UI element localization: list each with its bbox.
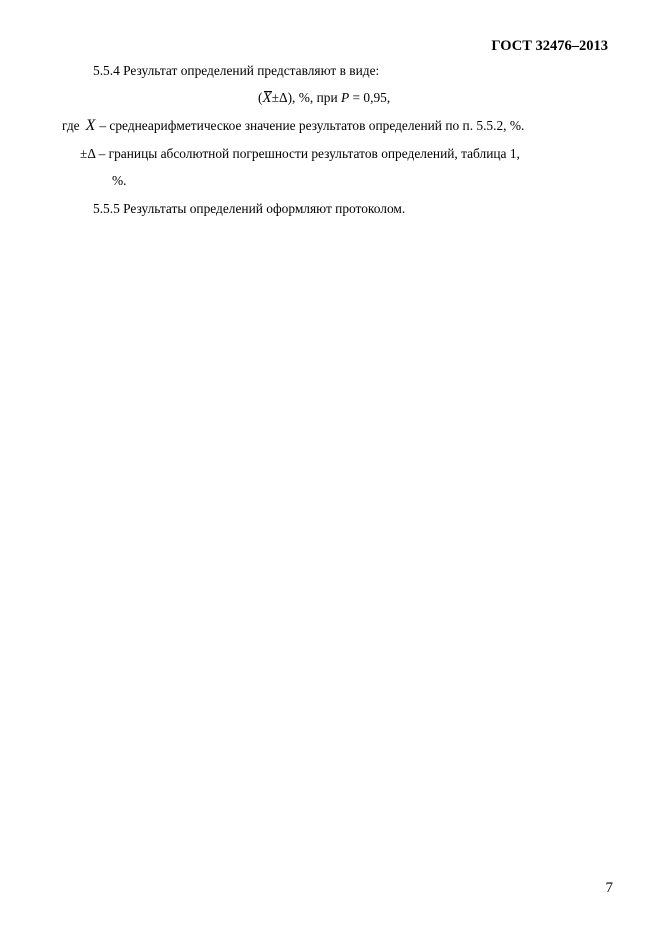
paragraph-5-5-4: 5.5.4 Результат определений представляют в виде: [93,63,380,78]
formula-x-mean-symbol: X [262,90,272,106]
where-x-text: – среднеарифметическое значение результатов определений по п. 5.5.2, %. [99,118,525,133]
formula-p-symbol: P [340,90,350,105]
page-number: 7 [605,880,613,896]
formula-pm-delta: ±Δ), %, при [271,90,341,105]
delta-unit: %. [112,173,127,188]
where-x-definition [62,118,524,134]
delta-definition: ±Δ – границы абсолютной погрешности результатов определений, таблица 1, [80,146,520,161]
formula-open-paren: ( [258,90,263,105]
standard-code-header: ГОСТ 32476–2013 [491,38,608,54]
result-formula [258,90,390,106]
where-prefix: где [62,118,80,133]
paragraph-5-5-5: 5.5.5 Результаты определений оформляют протоколом. [93,201,406,216]
formula-tail: = 0,95, [349,90,391,105]
where-x-symbol: X [85,117,96,134]
